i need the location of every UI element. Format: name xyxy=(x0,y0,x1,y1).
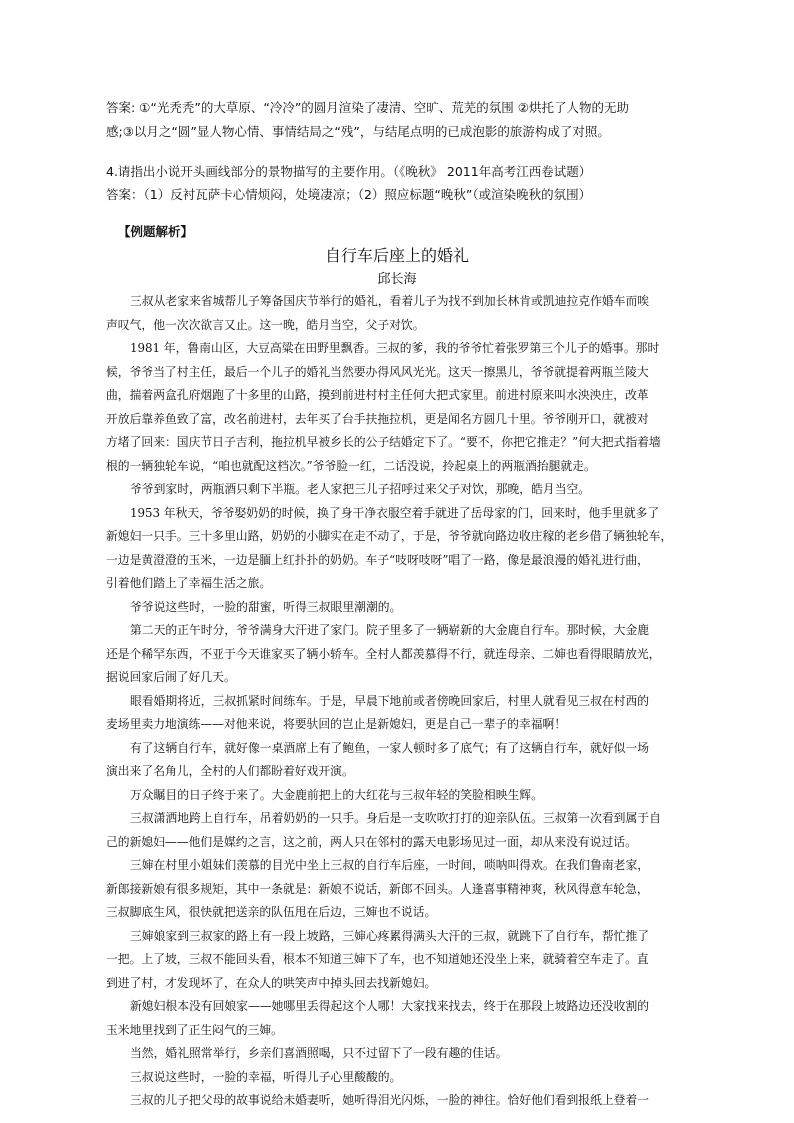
story-line: 新媳妇一只手。三十多里山路，奶奶的小脚实在走不动了，于是，爷爷就向路边收庄稼的老乡借了辆独轮车， xyxy=(106,529,673,543)
story-line: 爷爷到家时，两瓶酒只剩下半瓶。老人家把三儿子招呼过来父子对饮，那晚，皓月当空。 xyxy=(130,482,591,496)
story-line: 声叹气，他一次次欲言又止。这一晚，皓月当空，父子对饮。 xyxy=(106,317,425,332)
story-author: 邱长海 xyxy=(377,272,417,287)
story-line: 还是个稀罕东西，不亚于今天谁家买了辆小轿车。全村人都羡慕得不行，就连母亲、二婶也看得眼睛放光， xyxy=(106,646,661,661)
story-line: 爷爷说这些时，一脸的甜蜜，听得三叔眼里潮潮的。 xyxy=(130,599,402,614)
story-line: 根的一辆独轮车说，“咱也就配这档次。”爷爷脸一红，二话没说，拎起桌上的两瓶酒抬腿就走。 xyxy=(106,458,596,473)
story-line: 三叔的儿子把父母的故事说给未婚妻听，她听得泪光闪烁，一脸的神往。恰好他们看到报纸上登着一 xyxy=(130,1093,650,1107)
answer-line-1: 答案: ①“光秃秃”的大草原、“冷冷”的圆月渲染了凄清、空旷、荒芜的氛围 ②烘托了人物的无助 xyxy=(106,100,629,115)
story-body xyxy=(106,290,716,1113)
story-line: 第二天的正午时分，爷爷满身大汗进了家门。院子里多了一辆崭新的大金鹿自行车。那时候，大金鹿 xyxy=(130,623,650,637)
story-line: 到进了村，才发现坏了，在众人的哄笑声中掉头回去找新媳妇。 xyxy=(106,975,437,990)
story-line: 引着他们踏上了幸福生活之旅。 xyxy=(106,576,272,590)
story-line: 三婶娘家到三叔家的路上有一段上坡路，三婶心疼累得满头大汗的三叔，就跳下了自行车，帮忙推了 xyxy=(130,928,650,943)
story-line: 一边是黄澄澄的玉米，一边是腼上红扑扑的奶奶。车子“吱呀吱呀”唱了一路，像是最浪漫的婚礼进行曲， xyxy=(106,552,649,567)
story-line: 新媳妇根本没有回娘家——她哪里丢得起这个人哪！大家找来找去，终于在那段上坡路边还没收割的 xyxy=(130,999,650,1013)
story-line: 三叔从老家来省城帮儿子筹备国庆节举行的婚礼，看着儿子为找不到加长林肯或凯迪拉克作婚车而唉 xyxy=(130,294,650,308)
answer-paragraph xyxy=(106,96,706,144)
example-heading: 【例题解析】 xyxy=(118,224,194,239)
story-line: 三叔潇洒地跨上自行车，吊着奶奶的一只手。身后是一支吹吹打打的迎亲队伍。三叔第一次看到属于自 xyxy=(130,811,661,825)
story-line: 玉米地里找到了正生闷气的三婶。 xyxy=(106,1022,283,1037)
story-line: 候，爷爷当了村主任，最后一个儿子的婚礼当然要办得风风光光。这天一擦黑儿，爷爷就提着两瓶兰陵大 xyxy=(106,364,649,379)
story-line: 三叔说这些时，一脸的幸福，听得儿子心里酸酸的。 xyxy=(130,1069,402,1084)
story-line: 1953 年秋天，爷爷娶奶奶的时候，换了身干净衣服空着手就进了岳母家的门，回来时，他手里就多了 xyxy=(130,505,660,520)
story-line: 三婶在村里小姐妹们羡慕的目光中坐上三叔的自行车后座，一时间，唢呐叫得欢。在我们鲁南老家， xyxy=(130,858,650,872)
story-line: 1981 年，鲁南山区，大豆高粱在田野里飘香。三叔的爹，我的爷爷忙着张罗第三个儿子的婚事。那时 xyxy=(130,341,660,355)
story-line: 新郎接新娘有很多规矩，其中一条就是：新娘不说话，新郎不回头。人逢喜事精神爽，秋风得意车轮急， xyxy=(106,881,649,896)
story-line: 曲，揣着两盒孔府烟跑了十多里的山路，摸到前进村村主任何大把式家里。前进村原来叫水泱泱庄，改革 xyxy=(106,388,649,402)
question-4: 4.请指出小说开头画线部分的景物描写的主要作用。（《晚秋》 2011年高考江西卷试题） xyxy=(106,164,592,179)
story-title: 自行车后座上的婚礼 xyxy=(324,246,469,265)
story-line: 有了这辆自行车，就好像一桌酒席上有了鲍鱼，一家人顿时多了底气；有了这辆自行车，就好似一场 xyxy=(130,740,650,755)
story-line: 麦场里卖力地演练——对他来说，将要驮回的岂止是新媳妇，更是自己一辈子的幸福啊！ xyxy=(106,717,567,731)
story-line: 演出来了名角儿，全村的人们都盼着好戏开演。 xyxy=(106,764,354,778)
story-line: 己的新媳妇——他们是媒约之言，这之前，两人只在邻村的露天电影场见过一面，却从来没有说过话。 xyxy=(106,834,637,849)
story-line: 据说回家后闹了好几天。 xyxy=(106,670,236,684)
story-line: 方堵了回来：国庆节日子吉利，拖拉机早被乡长的公子结婚定下了。“要不，你把它推走？”何大把式指着墙 xyxy=(106,435,661,449)
answer-line-2: 感;③以月之“圆”显人物心情、事情结局之“残”，与结尾点明的已成泡影的旅游构成了对照。 xyxy=(106,124,610,139)
story-line: 万众瞩目的日子终于来了。大金鹿前把上的大红花与三叔年轻的笑脸相映生辉。 xyxy=(130,787,543,802)
story-line: 开放后靠养鱼致了富，改名前进村，去年买了台手扶拖拉机，更是闻名方圆几十里。爷爷刚开口，就被对 xyxy=(106,411,649,426)
story-line: 三叔脚底生风，很快就把送亲的队伍甩在后边，三婶也不说话。 xyxy=(106,905,437,919)
story-line: 一把。上了坡，三叔不能回头看，根本不知道三婶下了车，也不知道她还没坐上来，就骑着空车走了。直 xyxy=(106,952,649,966)
story-line: 当然，婚礼照常举行，乡亲们喜酒照喝，只不过留下了一段有趣的佳话。 xyxy=(130,1046,508,1060)
story-line: 眼看婚期将近，三叔抓紧时间练车。于是，早晨下地前或者傍晚回家后，村里人就看见三叔在村西的 xyxy=(130,693,650,708)
question-4-answer: 答案：（1）反衬瓦萨卡心情烦闷，处境凄凉；（2）照应标题“晚秋”（或渲染晚秋的氛围） xyxy=(106,187,592,202)
